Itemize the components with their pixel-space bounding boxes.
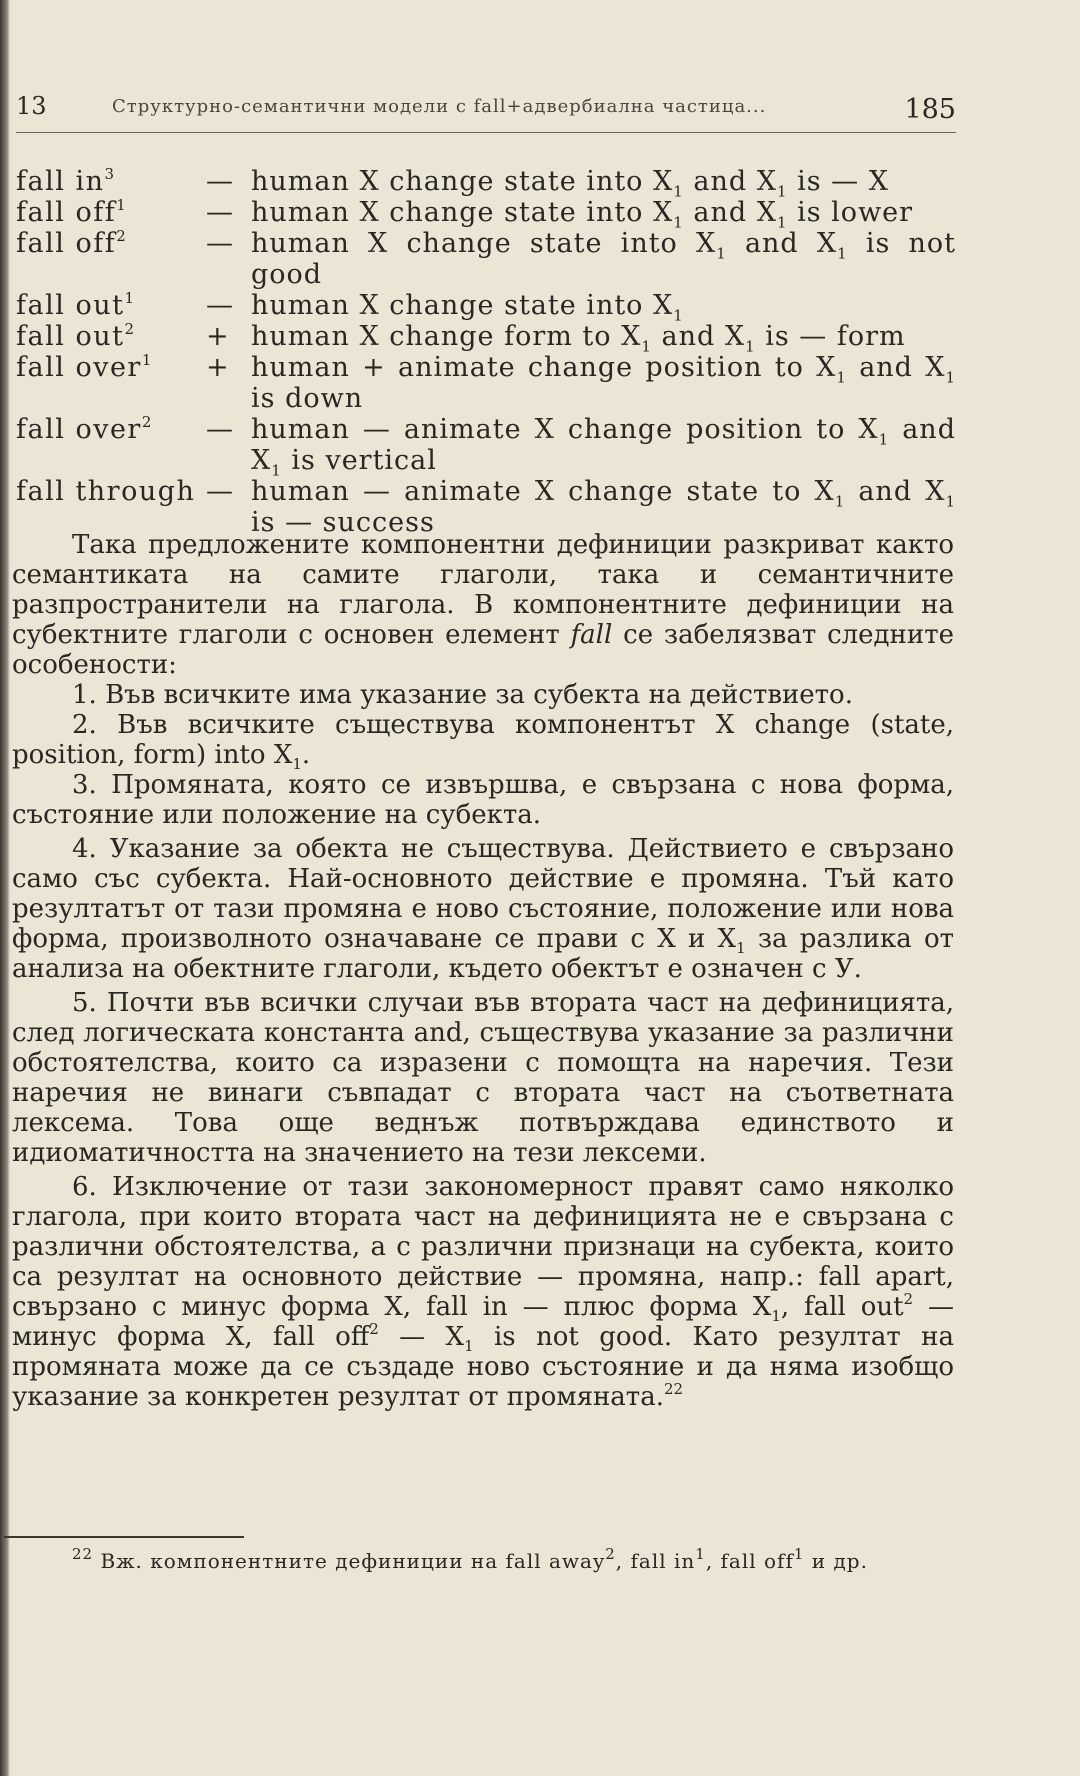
running-title: Структурно-семантични модели с fall+адвербиална частица... [112,96,767,117]
definition-sign: — [206,228,233,259]
chapter-number: 13 [16,92,47,120]
definition-entry [16,289,956,325]
definition-gloss: human X change state into $X_1$ and $X_1$ is — X [251,166,889,201]
definition-term: fall over$^2$ [16,413,153,445]
definition-sign: — [206,414,233,445]
definition-term: fall out$^2$ [16,320,136,352]
paragraph: 3. Промяната, която се извършва, е свързана с нова форма, състояние или положение на субекта. [12,770,954,830]
definition-gloss: human + animate change position to $X_1$ and $X_1$ is down [251,352,956,414]
definition-term: fall off$^1$ [16,196,128,228]
paragraph: 1. Във всичките има указание за субекта на действието. [72,680,853,710]
definition-term: fall through [16,476,196,507]
footnote: $^{22}$ Вж. компонентните дефиниции на fall away$^2$, fall $in^1$, fall off$^1$ и др. [72,1545,868,1573]
definition-sign: — [206,476,233,507]
definition-entry [16,228,956,290]
definition-term: fall off$^2$ [16,227,128,259]
definition-entry [16,476,956,538]
definition-sign: — [206,197,233,228]
definition-list [16,166,956,538]
definition-entry [16,165,956,201]
paragraph: 5. Почти във всички случаи във втората част на дефиницията, след логическата константа and, съществува указание за различни обстоятелства, които са изразени с помощта на наречия. Тези наречия не винаги съвпадат с втората част на съответната лексема. Това още веднъж потвърждава единството и идиоматичността на значението на тези лексеми. [12,988,954,1168]
book-spine-shadow [0,0,10,1776]
footnote-rule [4,1536,244,1538]
paragraph: Така предложените компонентни дефиниции разкриват както семантиката на самите глаголи, така и семантичните разпространители на глагола. В компонентните дефиниции на субектните глаголи с основен елемент fall се забелязват следните особености: [12,530,954,680]
definition-sign: + [206,352,229,383]
definition-gloss: human — animate X change state to $X_1$ and $X_1$ is — success [251,476,956,538]
definition-term: fall over$^1$ [16,351,153,383]
definition-entry [16,352,956,414]
definition-term: fall out$^1$ [16,289,136,321]
paragraph: 4. Указание за обекта не съществува. Действието е свързано само със субекта. Най-основното действие е промяна. Тъй като резултатът от тази промяна е ново състояние, положение или нова форма, произволното означаване се прави с X и $X_1$ за разлика от анализа на обектните глаголи, където обектът е означен с У. [12,834,954,984]
definition-gloss: human X change state into $X_1$ [251,290,684,325]
definition-sign: + [206,321,229,352]
definition-entry [16,413,956,480]
definition-gloss: human — animate X change position to $X_1$ and $X_1$ is vertical [251,414,956,480]
definition-gloss: human X change form to $X_1$ and $X_1$ is — form [251,321,906,356]
definition-sign: — [206,290,233,321]
definition-term: fall $in^3$ [16,165,116,197]
paragraph: 6. Изключение от тази закономерност правят само няколко глагола, при които втората част на дефиницията не е свързана с различни обстоятелства, а с различни признаци на субекта, които са резултат на основното действие — промяна, напр.: fall apart, свързано с минус форма X, fall in — плюс форма $X_1$, fall out$^2$ — минус форма X, fall off$^2$ — $X_1$ is not good. Като резултат на промяната може да се създаде ново състояние и да няма изобщо указание за конкретен резултат от промяната.$^{22}$ [12,1172,955,1412]
definition-gloss: human X change state into $X_1$ and $X_1$ is not good [251,228,956,290]
definition-gloss: human X change state into $X_1$ and $X_1$ is lower [251,197,914,232]
definition-entry [16,320,956,356]
page-number: 185 [904,94,956,125]
definition-entry [16,196,956,232]
definition-sign: — [206,166,233,197]
body-text [12,530,954,1412]
running-header [16,92,956,133]
paragraph: 2. Във всичките съществува компонентът X change (state, position, form) into $X_1$. [12,710,954,774]
